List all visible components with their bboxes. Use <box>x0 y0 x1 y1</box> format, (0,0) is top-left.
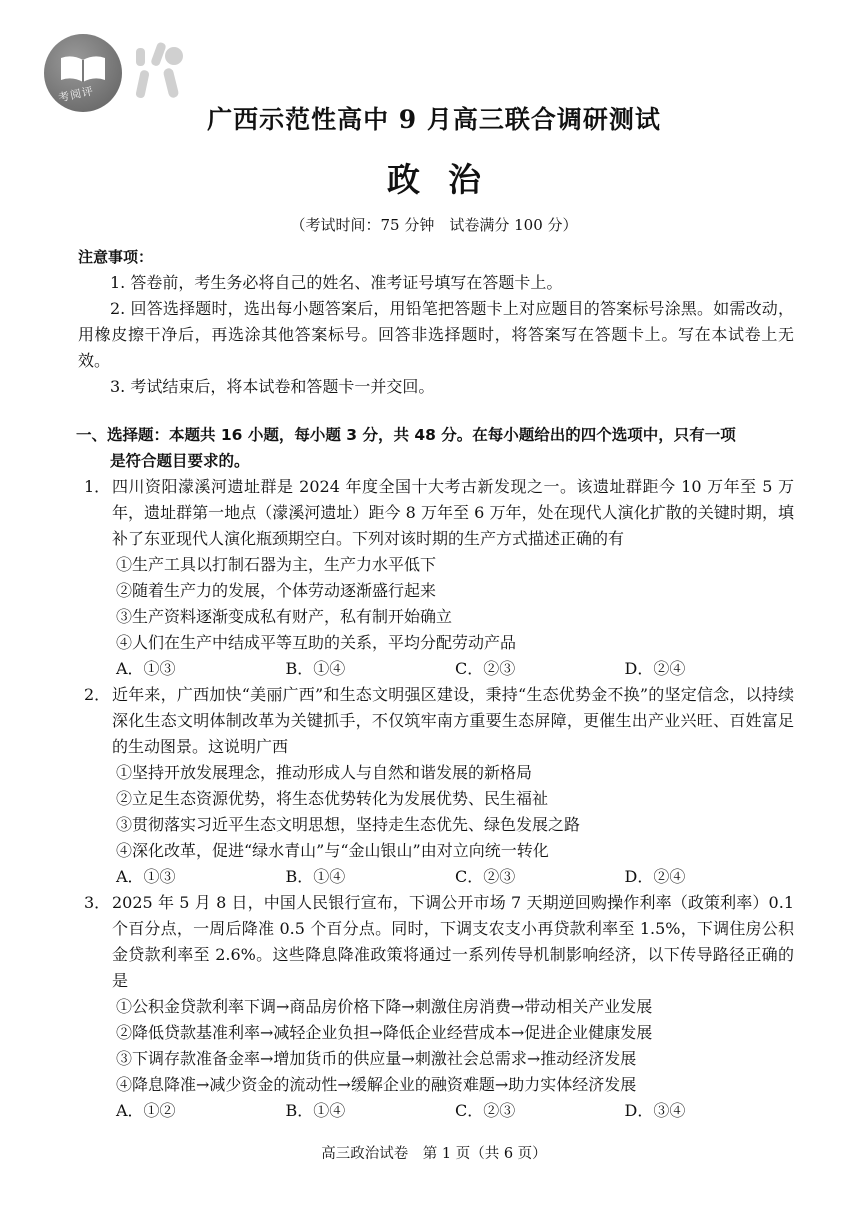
question-1 <box>78 474 794 552</box>
statement-option: ④人们在生产中结成平等互助的关系，平均分配劳动产品 <box>116 633 517 652</box>
choice-b: B．①④ <box>285 867 346 886</box>
notice-item: 3. 考试结束后，将本试卷和答题卡一并交回。 <box>110 377 435 396</box>
statement-option: ①公积金贷款利率下调→商品房价格下降→刺激住房消费→带动相关产业发展 <box>116 997 653 1016</box>
question-3 <box>78 890 794 994</box>
choice-b: B．①④ <box>285 659 346 678</box>
statement-option: ③下调存款准备金率→增加货币的供应量→刺激社会总需求→推动经济发展 <box>116 1049 637 1068</box>
question-2 <box>78 682 794 760</box>
question-number: 1． <box>84 477 111 496</box>
book-icon <box>58 54 108 84</box>
statement-option: ②立足生态资源优势，将生态优势转化为发展优势、民生福祉 <box>116 789 549 808</box>
question-stem: 四川资阳濛溪河遗址群是 2024 年度全国十大考古新发现之一。该遗址群距今 10 万年至 5 万年，遗址群第一地点（濛溪河遗址）距今 8 万年至 6 万年，处在现代人演化扩散的关键时期，填补了东亚现代人演化瓶颈期空白。下列对该时期的生产方式描述正确的有 <box>112 477 794 548</box>
statement-option: ②降低贷款基准利率→减轻企业负担→降低企业经营成本→促进企业健康发展 <box>116 1023 653 1042</box>
statement-option: ④降息降准→减少资金的流动性→缓解企业的融资难题→助力实体经济发展 <box>116 1075 637 1094</box>
question-number: 2． <box>84 685 111 704</box>
choice-a: A．①③ <box>116 867 176 886</box>
statement-option: ①坚持开放发展理念，推动形成人与自然和谐发展的新格局 <box>116 763 533 782</box>
notice-item: 1. 答卷前，考生务必将自己的姓名、准考证号填写在答题卡上。 <box>110 273 563 292</box>
choice-a: A．①② <box>116 1101 176 1120</box>
choice-c: C．②③ <box>455 659 516 678</box>
figure-logo-icon <box>132 40 190 104</box>
statement-option: ①生产工具以打制石器为主，生产力水平低下 <box>116 555 437 574</box>
choice-c: C．②③ <box>455 1101 516 1120</box>
choice-a: A．①③ <box>116 659 176 678</box>
statement-option: ④深化改革，促进“绿水青山”与“金山银山”由对立向统一转化 <box>116 841 549 860</box>
section-heading-cont: 是符合题目要求的。 <box>110 452 250 470</box>
statement-option: ②随着生产力的发展，个体劳动逐渐盛行起来 <box>116 581 437 600</box>
exam-body <box>78 244 794 1124</box>
section-heading: 一、选择题：本题共 16 小题，每小题 3 分，共 48 分。在每小题给出的四个选项中，只有一项 <box>76 426 736 444</box>
statement-option: ③贯彻落实习近平生态文明思想，坚持走生态优先、绿色发展之路 <box>116 815 581 834</box>
question-number: 3． <box>84 893 111 912</box>
answer-choices <box>78 1098 794 1124</box>
choice-d: D．②④ <box>624 867 686 886</box>
statement-option: ③生产资料逐渐变成私有财产，私有制开始确立 <box>116 607 453 626</box>
choice-c: C．②③ <box>455 867 516 886</box>
choice-d: D．③④ <box>624 1101 686 1120</box>
notice-item: 2. 回答选择题时，选出每小题答案后，用铅笔把答题卡上对应题目的答案标号涂黑。如需改动，用橡皮擦干净后，再选涂其他答案标号。回答非选择题时，将答案写在答题卡上。写在本试卷上无效。 <box>78 299 794 370</box>
exam-title: 广西示范性高中 9 月高三联合调研测试 <box>207 105 661 134</box>
answer-choices <box>78 864 794 890</box>
answer-choices <box>78 656 794 682</box>
choice-b: B．①④ <box>285 1101 346 1120</box>
exam-info: （考试时间：75 分钟 试卷满分 100 分） <box>290 216 578 234</box>
question-stem: 近年来，广西加快“美丽广西”和生态文明强区建设，秉持“生态优势金不换”的坚定信念，以持续深化生态文明体制改革为关键抓手，不仅筑牢南方重要生态屏障，更催生出产业兴旺、百姓富足的生动图景。这说明广西 <box>112 685 794 756</box>
subject-title: 政治 <box>387 160 509 199</box>
notice-heading: 注意事项： <box>78 248 154 266</box>
page-footer: 高三政治试卷 第 1 页（共 6 页） <box>321 1146 547 1162</box>
choice-d: D．②④ <box>624 659 686 678</box>
question-stem: 2025 年 5 月 8 日，中国人民银行宣布，下调公开市场 7 天期逆回购操作利率（政策利率）0.1 个百分点，一周后降准 0.5 个百分点。同时，下调支农支小再贷款利率至 1.5%，下调住房公积金贷款利率至 2.6%。这些降息降准政策将通过一系列传导机制影响经济，以下传导路径正确的是 <box>112 893 794 990</box>
logo-text: 考阅评 <box>57 84 96 105</box>
